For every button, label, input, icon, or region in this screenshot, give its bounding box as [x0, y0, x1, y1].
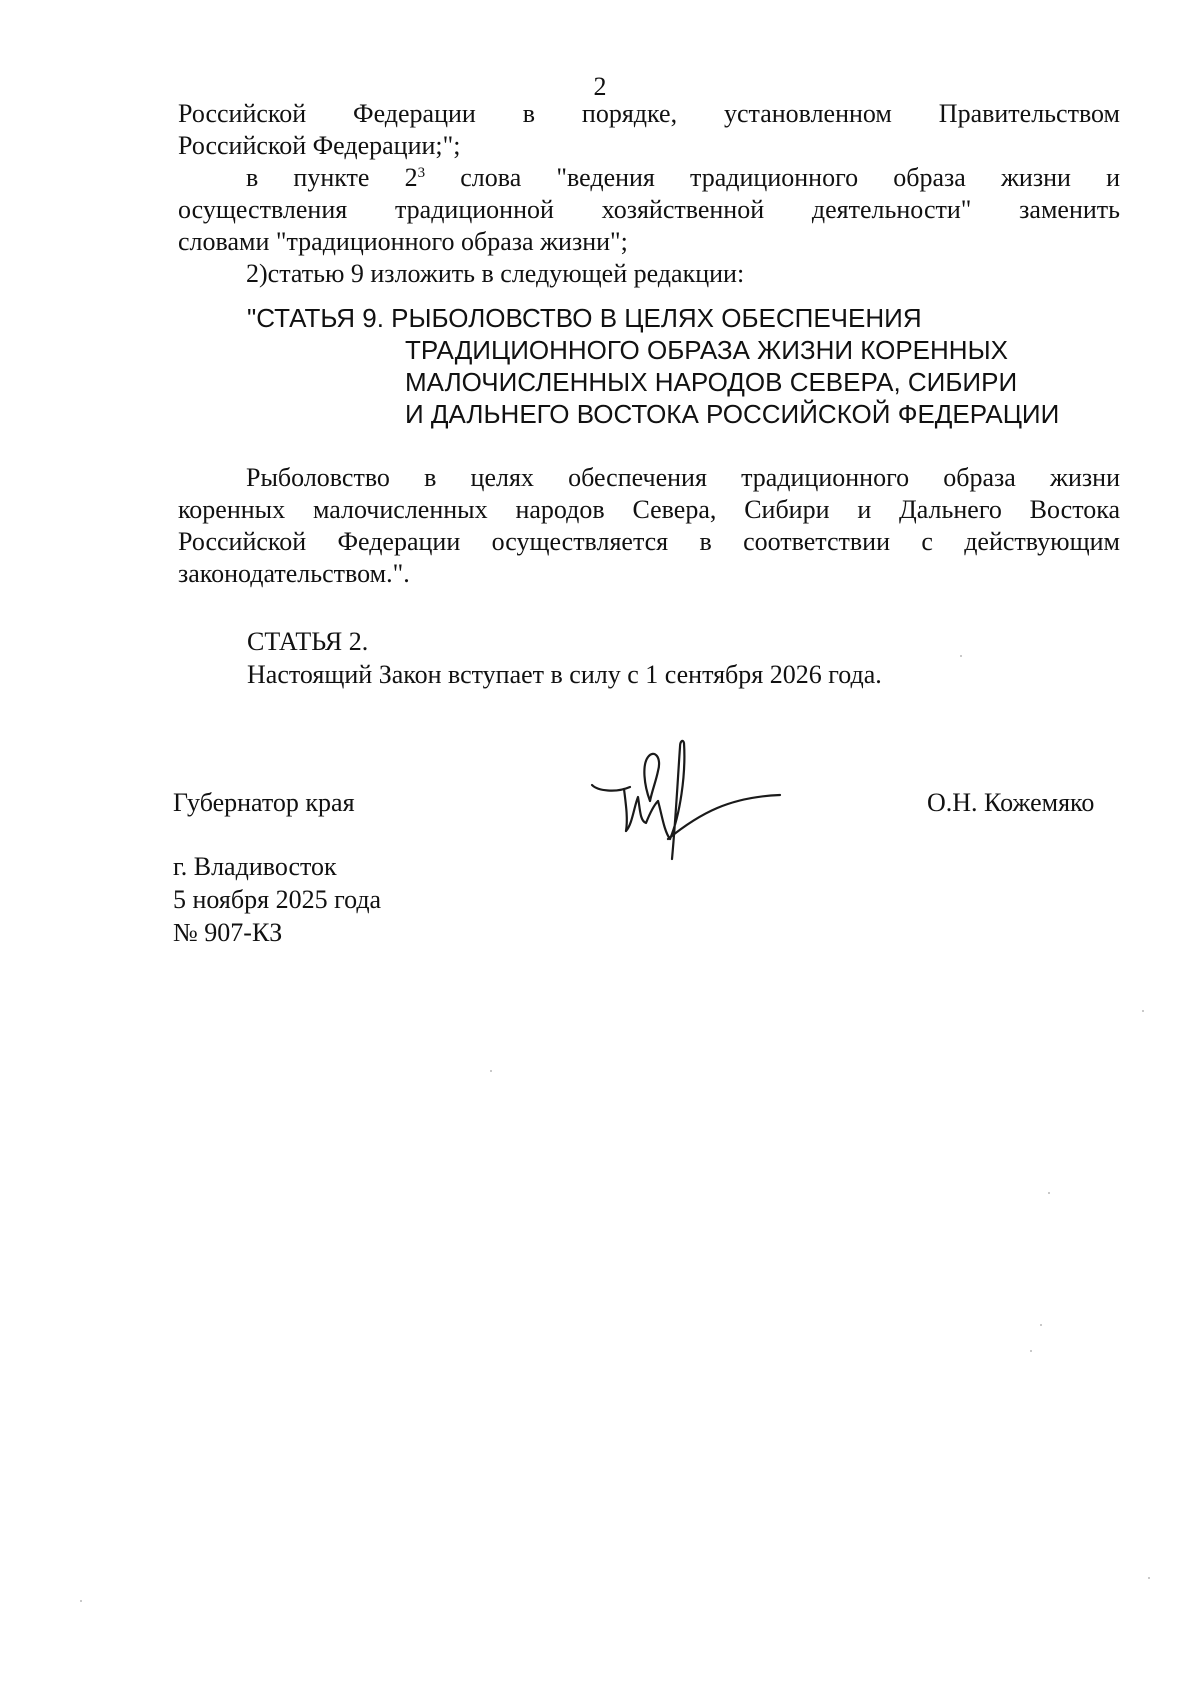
amendment-line: Российской Федерации;";: [178, 131, 461, 160]
amendment-item: 2)статью 9 изложить в следующей редакции:: [246, 259, 745, 288]
article9-heading-line: МАЛОЧИСЛЕННЫХ НАРОДОВ СЕВЕРА, СИБИРИ: [405, 367, 1018, 397]
article9-body-line: законодательством.".: [178, 559, 410, 588]
page-number: 2: [593, 72, 607, 101]
scan-speck: [490, 1070, 492, 1072]
issuance-place: г. Владивосток: [173, 852, 337, 881]
article9-body-line: Рыболовство в целях обеспечения традиционного образа жизни: [246, 463, 1120, 492]
article9-body-line: Российской Федерации осуществляется в соответствии с действующим: [178, 527, 1120, 556]
scan-speck: [1148, 1577, 1150, 1579]
signatory-title: Губернатор края: [173, 788, 355, 817]
article2-title: СТАТЬЯ 2.: [247, 627, 369, 656]
signature-image: [590, 735, 790, 865]
point-rest: слова "ведения традиционного образа жизни и: [425, 163, 1121, 192]
scan-speck: [1030, 1350, 1032, 1352]
signatory-name: О.Н. Кожемяко: [927, 788, 1095, 817]
article9-body-line: коренных малочисленных народов Севера, Сибири и Дальнего Востока: [178, 495, 1120, 524]
article9-heading-line: ТРАДИЦИОННОГО ОБРАЗА ЖИЗНИ КОРЕННЫХ: [405, 335, 1008, 365]
scan-speck: [960, 655, 962, 657]
article9-heading-line: И ДАЛЬНЕГО ВОСТОКА РОССИЙСКОЙ ФЕДЕРАЦИИ: [405, 399, 1060, 429]
scan-speck: [80, 1600, 82, 1602]
amendment-line: Российской Федерации в порядке, установленном Правительством: [178, 99, 1120, 128]
article9-heading-line: "СТАТЬЯ 9. РЫБОЛОВСТВО В ЦЕЛЯХ ОБЕСПЕЧЕНИЯ: [247, 303, 922, 333]
article9-heading: [247, 302, 1059, 430]
article2-block: [247, 625, 882, 691]
issuance-number: № 907-КЗ: [173, 918, 283, 947]
point-superscript: 3: [417, 165, 426, 181]
amendment-line: словами "традиционного образа жизни";: [178, 227, 628, 256]
issuance-date: 5 ноября 2025 года: [173, 885, 382, 914]
article2-text: Настоящий Закон вступает в силу с 1 сентября 2026 года.: [247, 660, 882, 689]
scan-speck: [1142, 1010, 1144, 1012]
scan-speck: [1040, 1324, 1042, 1326]
amendment-point-line: [178, 162, 1120, 194]
article9-body: [178, 462, 1120, 590]
amendment-line: осуществления традиционной хозяйственной деятельности" заменить: [178, 195, 1120, 224]
point-prefix: в пункте 2: [246, 163, 418, 192]
scan-speck: [1048, 1192, 1050, 1194]
issuance-block: [173, 850, 381, 949]
amendments-block: [178, 98, 1120, 290]
